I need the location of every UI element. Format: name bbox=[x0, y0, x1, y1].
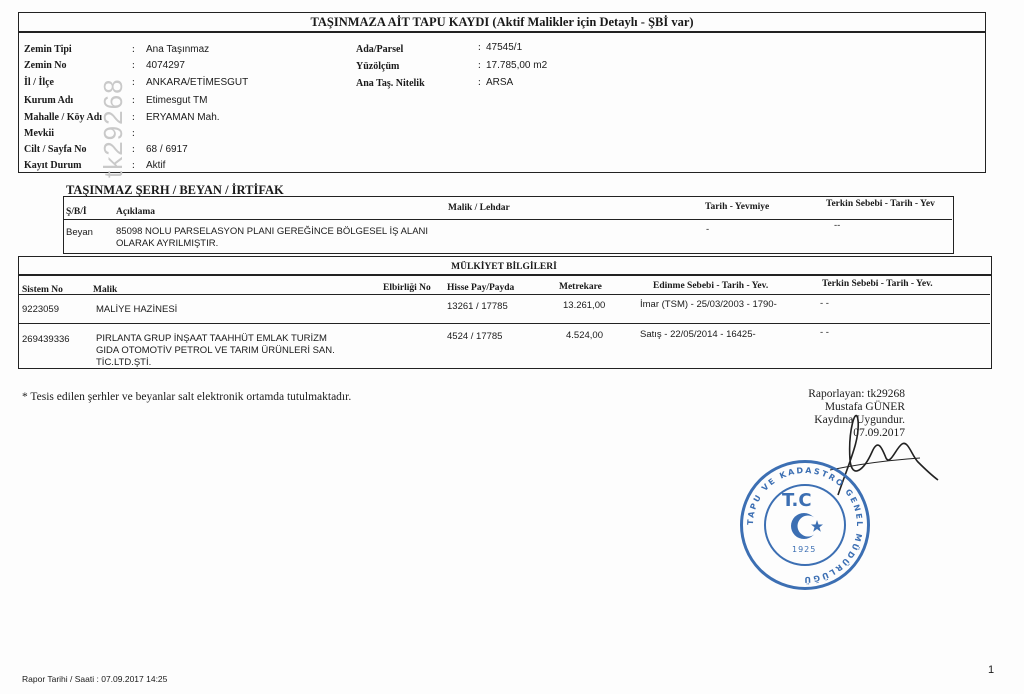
serh-row-desc-line1: 85098 NOLU PARSELASYON PLANI GEREĞİNCE BÖLGESEL İŞ ALANI bbox=[116, 226, 429, 237]
field-label-cilt-sayfa: Cilt / Sayfa No bbox=[24, 144, 87, 155]
mulkiyet-row-2-edinme: Satış - 22/05/2014 - 16425- bbox=[640, 329, 756, 340]
stamp-ring-label: TAPU VE KADASTRO GENEL MÜDÜRLÜĞÜ bbox=[745, 465, 865, 585]
report-reporter: Raporlayan: tk29268 bbox=[808, 388, 905, 400]
mulkiyet-header-malik: Malik bbox=[93, 285, 118, 295]
mulkiyet-header-terkin: Terkin Sebebi - Tarih - Yev. bbox=[822, 279, 933, 289]
mulkiyet-row-1-sistem-no: 9223059 bbox=[22, 304, 59, 315]
field-label-zemin-no: Zemin No bbox=[24, 60, 67, 71]
mulkiyet-row-1-edinme: İmar (TSM) - 25/03/2003 - 1790- bbox=[640, 299, 777, 310]
field-label-nitelik: Ana Taş. Nitelik bbox=[356, 78, 425, 89]
serh-row-type: Beyan bbox=[66, 227, 93, 238]
serh-row-desc-line2: OLARAK AYRILMIŞTIR. bbox=[116, 238, 219, 249]
serh-header-type: Ş/B/İ bbox=[66, 207, 87, 217]
serh-section-title: TAŞINMAZ ŞERH / BEYAN / İRTİFAK bbox=[66, 183, 284, 197]
field-label-mevkii: Mevkii bbox=[24, 128, 54, 139]
stamp-year: 1925 bbox=[792, 545, 817, 554]
footer-report-date: Rapor Tarihi / Saati : 07.09.2017 14:25 bbox=[22, 674, 168, 684]
field-value-zemin-tipi: Ana Taşınmaz bbox=[146, 44, 210, 55]
field-value-cilt-sayfa: 68 / 6917 bbox=[146, 144, 188, 155]
field-label-mahalle: Mahalle / Köy Adı bbox=[24, 112, 103, 123]
mulkiyet-row-2-hisse: 4524 / 17785 bbox=[447, 331, 503, 342]
field-label-il-ilce: İl / İlçe bbox=[24, 77, 54, 88]
field-value-mahalle: ERYAMAN Mah. bbox=[146, 112, 220, 123]
serh-row-tarih: - bbox=[706, 224, 710, 235]
field-value-zemin-no: 4074297 bbox=[146, 60, 185, 71]
field-label-kayit-durum: Kayıt Durum bbox=[24, 160, 82, 171]
serh-header-terkin: Terkin Sebebi - Tarih - Yev bbox=[826, 199, 935, 209]
mulkiyet-row-1-terkin: - - bbox=[820, 298, 829, 309]
document-title: TAŞINMAZA AİT TAPU KAYDI (Aktif Malikler için Detaylı - ŞBİ var) bbox=[18, 12, 986, 33]
field-value-ada-parsel: 47545/1 bbox=[486, 42, 523, 53]
report-approval: Kaydına Uygundur. bbox=[814, 414, 905, 426]
mulkiyet-header-edinme: Edinme Sebebi - Tarih - Yev. bbox=[653, 281, 769, 291]
field-label-yuzolcum: Yüzölçüm bbox=[356, 61, 400, 72]
report-name: Mustafa GÜNER bbox=[824, 401, 905, 413]
mulkiyet-row-1-hisse: 13261 / 17785 bbox=[447, 301, 508, 312]
serh-row-terkin: -- bbox=[834, 220, 841, 231]
mulkiyet-header-sistem-no: Sistem No bbox=[22, 285, 63, 295]
mulkiyet-row-2-terkin: - - bbox=[820, 327, 829, 338]
field-value-yuzolcum: 17.785,00 m2 bbox=[486, 60, 548, 71]
serh-header-aciklama: Açıklama bbox=[116, 207, 156, 217]
mulkiyet-row-2-sistem-no: 269439336 bbox=[22, 334, 70, 345]
field-value-kayit-durum: Aktif bbox=[146, 160, 166, 171]
mulkiyet-header-elbirligi: Elbirliği No bbox=[383, 283, 431, 293]
field-label-kurum-adi: Kurum Adı bbox=[24, 95, 74, 106]
mulkiyet-row-2-malik-line1: PIRLANTA GRUP İNŞAAT TAAHHÜT EMLAK TURİZM bbox=[96, 333, 327, 344]
serh-header-malik: Malik / Lehdar bbox=[448, 203, 510, 213]
mulkiyet-header-hisse: Hisse Pay/Payda bbox=[447, 283, 515, 293]
field-label-zemin-tipi: Zemin Tipi bbox=[24, 44, 72, 55]
mulkiyet-section-title: MÜLKİYET BİLGİLERİ bbox=[451, 262, 557, 272]
mulkiyet-row-2-malik-line3: TİC.LTD.ŞTİ. bbox=[96, 357, 152, 368]
field-label-ada-parsel: Ada/Parsel bbox=[356, 44, 404, 55]
mulkiyet-row-1-malik: MALİYE HAZİNESİ bbox=[96, 304, 178, 315]
field-value-kurum-adi: Etimesgut TM bbox=[146, 95, 208, 106]
mulkiyet-row-2-metrekare: 4.524,00 bbox=[566, 330, 603, 341]
mulkiyet-header-metrekare: Metrekare bbox=[559, 282, 602, 292]
serh-header-tarih: Tarih - Yevmiye bbox=[705, 202, 770, 212]
crescent-star-icon bbox=[786, 508, 826, 544]
mulkiyet-row-2-malik-line2: GIDA OTOMOTİV PETROL VE TARIM ÜRÜNLERİ SAN. bbox=[96, 345, 335, 356]
watermark: tk29268 bbox=[98, 78, 128, 178]
report-date: 07.09.2017 bbox=[853, 427, 905, 439]
page-number: 1 bbox=[988, 664, 995, 676]
stamp-center: T.C bbox=[782, 490, 812, 511]
field-value-nitelik: ARSA bbox=[486, 77, 514, 88]
field-value-il-ilce: ANKARA/ETİMESGUT bbox=[146, 77, 249, 88]
footnote: * Tesis edilen şerhler ve beyanlar salt elektronik ortamda tutulmaktadır. bbox=[22, 391, 352, 403]
mulkiyet-row-1-metrekare: 13.261,00 bbox=[563, 300, 606, 311]
